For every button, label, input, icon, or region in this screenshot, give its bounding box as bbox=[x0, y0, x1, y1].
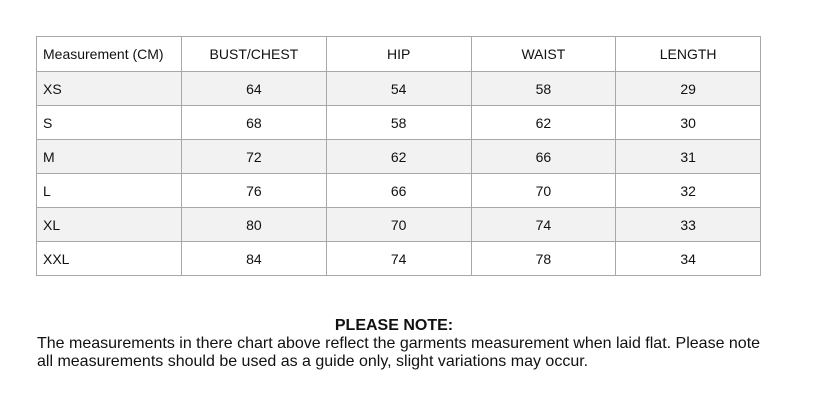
table-header bbox=[37, 37, 761, 72]
size-cell: L bbox=[37, 174, 182, 208]
table-row bbox=[37, 242, 761, 276]
waist-cell: 70 bbox=[471, 174, 616, 208]
table-row bbox=[37, 208, 761, 242]
bust-cell: 80 bbox=[182, 208, 327, 242]
hip-cell: 58 bbox=[326, 106, 471, 140]
table-body bbox=[37, 72, 761, 276]
length-cell: 33 bbox=[616, 208, 761, 242]
table-row bbox=[37, 174, 761, 208]
waist-cell: 74 bbox=[471, 208, 616, 242]
hip-cell: 62 bbox=[326, 140, 471, 174]
waist-cell: 58 bbox=[471, 72, 616, 106]
size-cell: XL bbox=[37, 208, 182, 242]
size-cell: M bbox=[37, 140, 182, 174]
header-hip: HIP bbox=[326, 37, 471, 72]
length-cell: 32 bbox=[616, 174, 761, 208]
bust-cell: 84 bbox=[182, 242, 327, 276]
hip-cell: 54 bbox=[326, 72, 471, 106]
table-row bbox=[37, 72, 761, 106]
bust-cell: 72 bbox=[182, 140, 327, 174]
note-section bbox=[37, 317, 777, 371]
size-cell: XS bbox=[37, 72, 182, 106]
header-waist: WAIST bbox=[471, 37, 616, 72]
header-length: LENGTH bbox=[616, 37, 761, 72]
bust-cell: 68 bbox=[182, 106, 327, 140]
length-cell: 31 bbox=[616, 140, 761, 174]
table-row bbox=[37, 106, 761, 140]
header-bust-chest: BUST/CHEST bbox=[182, 37, 327, 72]
waist-cell: 78 bbox=[471, 242, 616, 276]
size-chart-table bbox=[36, 36, 761, 276]
waist-cell: 66 bbox=[471, 140, 616, 174]
header-row bbox=[37, 37, 761, 72]
note-title: PLEASE NOTE: bbox=[334, 317, 454, 334]
length-cell: 30 bbox=[616, 106, 761, 140]
hip-cell: 66 bbox=[326, 174, 471, 208]
header-measurement: Measurement (CM) bbox=[37, 37, 182, 72]
size-cell: XXL bbox=[37, 242, 182, 276]
waist-cell: 62 bbox=[471, 106, 616, 140]
length-cell: 29 bbox=[616, 72, 761, 106]
hip-cell: 70 bbox=[326, 208, 471, 242]
bust-cell: 64 bbox=[182, 72, 327, 106]
length-cell: 34 bbox=[616, 242, 761, 276]
size-cell: S bbox=[37, 106, 182, 140]
hip-cell: 74 bbox=[326, 242, 471, 276]
note-body: The measurements in there chart above reflect the garments measurement when laid flat. Please note all measurements should be used as a guide only, slight variations may occur. bbox=[37, 335, 761, 370]
table-row bbox=[37, 140, 761, 174]
bust-cell: 76 bbox=[182, 174, 327, 208]
